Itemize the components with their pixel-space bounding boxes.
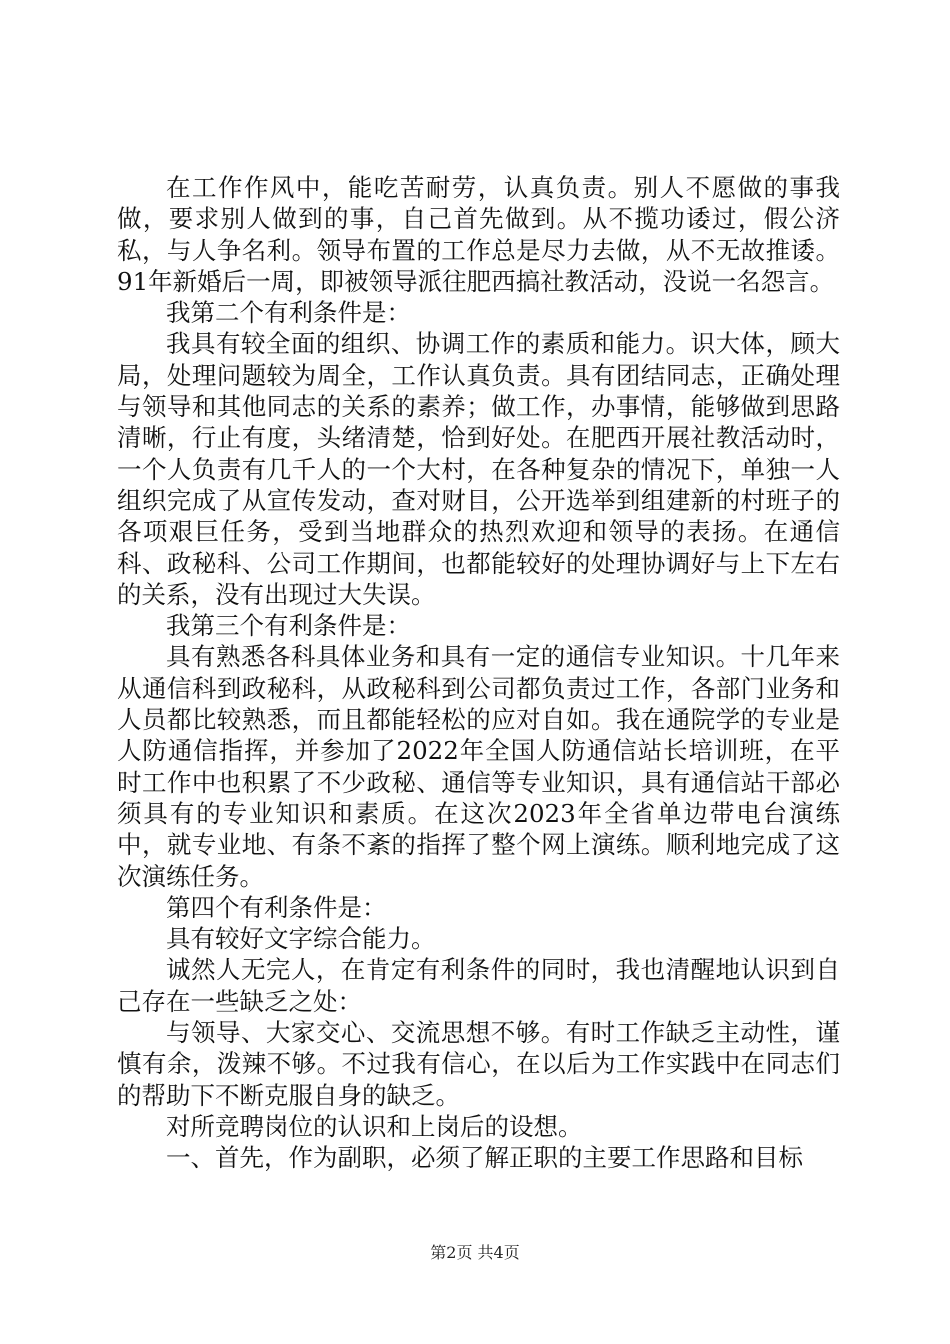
paragraph-third-condition-heading: 我第三个有利条件是： [166,611,411,641]
paragraph-shortcomings-detail: 与领导、大家交心、交流思想不够。有时工作缺乏主动性，谨慎有余，泼辣不够。不过我有信心，在以后为工作实践中在同志们的帮助下不断克服自身的缺乏。 [117,1018,840,1110]
paragraph-position-understanding: 对所竞聘岗位的认识和上岗后的设想。 [166,1111,583,1141]
paragraph-second-condition-heading: 我第二个有利条件是： [166,298,411,328]
document-body [117,172,840,1174]
paragraph-work-style: 在工作作风中，能吃苦耐劳，认真负责。别人不愿做的事我做，要求别人做到的事，自己首先做到。从不揽功诿过，假公济私，与人争名利。领导布置的工作总是尽力去做，从不无故推诿。91年新婚后一周，即被领导派往肥西搞社教活动，没说一名怨言。 [117,173,840,296]
paragraph-shortcomings-intro: 诚然人无完人，在肯定有利条件的同时，我也清醒地认识到自己存在一些缺乏之处： [117,955,840,1016]
paragraph-fourth-condition-heading: 第四个有利条件是： [166,892,387,922]
paragraph-writing-ability: 具有较好文字综合能力。 [166,924,436,954]
paragraph-first-point: 一、首先，作为副职，必须了解正职的主要工作思路和目标 [166,1143,803,1173]
paragraph-organization-ability: 我具有较全面的组织、协调工作的素质和能力。识大体，顾大局，处理问题较为周全，工作认真负责。具有团结同志，正确处理与领导和其他同志的关系的素养；做工作，办事情，能够做到思路清晰，行止有度，头绪清楚，恰到好处。在肥西开展社教活动时，一个人负责有几千人的一个大村，在各种复杂的情况下，单独一人组织完成了从宣传发动，查对财目，公开选举到组建新的村班子的各项艰巨任务，受到当地群众的热烈欢迎和领导的表扬。在通信科、政秘科、公司工作期间，也都能较好的处理协调好与上下左右的关系，没有出现过大失误。 [117,329,840,609]
paragraph-professional-knowledge: 具有熟悉各科具体业务和具有一定的通信专业知识。十几年来从通信科到政秘科，从政秘科到公司都负责过工作，各部门业务和人员都比较熟悉，而且都能轻松的应对自如。我在通院学的专业是人防通信指挥，并参加了2022年全国人防通信站长培训班，在平时工作中也积累了不少政秘、通信等专业知识，具有通信站干部必须具有的专业知识和素质。在这次2023年全省单边带电台演练中，就专业地、有条不紊的指挥了整个网上演练。顺利地完成了这次演练任务。 [117,642,840,891]
page-footer: 第2页 共4页 [430,1243,520,1262]
